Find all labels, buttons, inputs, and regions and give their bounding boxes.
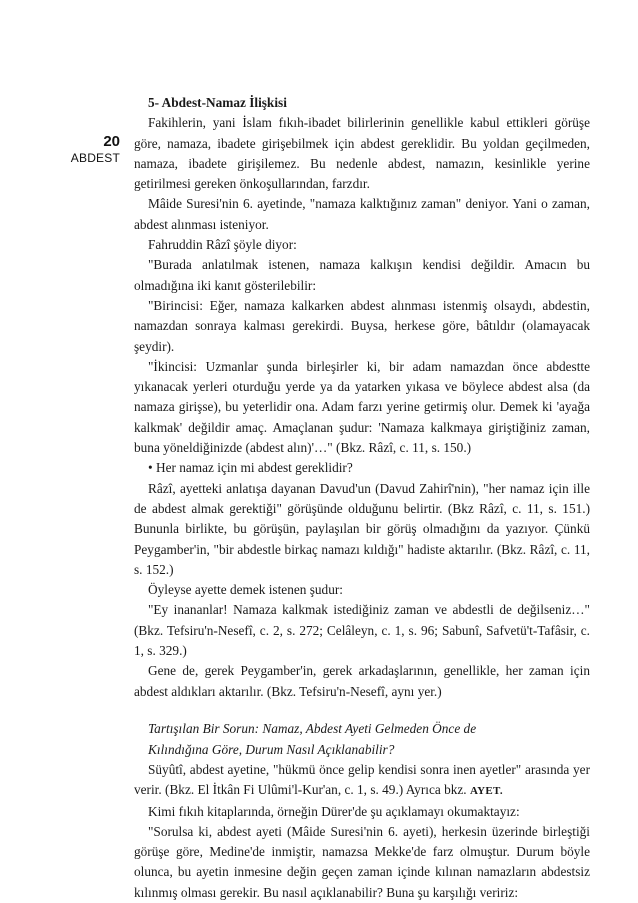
paragraph: Gene de, gerek Peygamber'in, gerek arkadaşlarının, genellikle, her zaman için abdest aldıkları aktarılır. (Bkz. Tefsiru'n-Nesefî, aynı yer.) xyxy=(134,663,590,699)
question-bullet: • Her namaz için mi abdest gereklidir? xyxy=(148,460,353,476)
paragraph: "Birincisi: Eğer, namaza kalkarken abdest alınması istenmiş olsaydı, abdestin, namazdan sonraya kalması gerekirdi. Buysa, herkese göre, bâtıldır (olamayacak şeydir). xyxy=(134,297,590,354)
section-title: 5- Abdest-Namaz İlişkisi xyxy=(148,95,287,110)
paragraph: Râzî, ayetteki anlatışa dayanan Davud'un (Davud Zahirî'nin), "her namaz için ille de abdest almak gerektiği" görüşünde olduğunu belirtir. (Bkz Râzî, c. 11, s. 151.) Bununla birlikte, bu görüşün, paylaşılan bir görüş olmadığını da yazıyor. Çünkü Peygamber'in, "bir abdestle birkaç namazı kıldığı" hadiste aktarılır. (Bkz. Râzî, c. 11, s. 152.) xyxy=(134,480,590,577)
cross-reference: AYET. xyxy=(469,785,503,798)
paragraph: "Burada anlatılmak istenen, namaza kalkışın kendisi değildir. Amacın bu olmadığına iki kanıt gösterilebilir: xyxy=(134,257,590,293)
subheading-line: Tartışılan Bir Sorun: Namaz, Abdest Ayeti Gelmeden Önce de xyxy=(148,720,477,736)
subheading xyxy=(148,718,590,760)
paragraph-text: Süyûtî, abdest ayetine, "hükmü önce gelip kendisi sonra inen ayetler" arasında yer verir. (Bkz. El İtkân Fi Ulûmi'l-Kur'an, c. 1, s. 49.) Ayrıca bkz. xyxy=(134,761,590,798)
page-number: 20 xyxy=(103,133,120,150)
paragraph: "İkincisi: Uzmanlar şunda birleşirler ki, bir adam namazdan önce abdestte yıkanacak yerleri oturduğu yerde ya da yatarken yıkasa ve böylece abdest alsa (da namaza girişse), bu yeterlidir ona. Adam farzı yerine getirmiş olur. Demek ki 'ayağa kalkmak' değildir amaç. Amaçlanan şudur: 'Namaza kalkmaya giriştiğiniz zaman, buna yöneldiğinizde (abdest alın)'…" (Bkz. Râzî, c. 11, s. 150.) xyxy=(134,358,590,456)
paragraph xyxy=(134,760,590,802)
paragraph: "Sorulsa ki, abdest ayeti (Mâide Suresi'nin 6. ayeti), herkesin üzerinde birleştiği görüşe göre, Medine'de inmiştir, namazsa Mekke'de farz olmuştur. Durum böyle olunca, bu ayetin inmesine değin geçen zaman içinde kılınan namazların abdestsiz kılınmış olması gerekir. Bu nasıl açıklanabilir? Buna şu karşılığı veririz: xyxy=(134,823,590,900)
paragraph: Mâide Suresi'nin 6. ayetinde, "namaza kalktığınız zaman" deniyor. Yani o zaman, abdest alınması isteniyor. xyxy=(134,196,590,232)
page-body xyxy=(134,93,590,903)
running-head: ABDEST xyxy=(70,151,120,165)
paragraph: Öyleyse ayette demek istenen şudur: xyxy=(148,582,343,598)
paragraph: Fahruddin Râzî şöyle diyor: xyxy=(148,237,297,253)
subheading-line: Kılındığına Göre, Durum Nasıl Açıklanabilir? xyxy=(148,741,395,757)
margin-note xyxy=(58,133,120,166)
paragraph: "Ey inananlar! Namaza kalkmak istediğiniz zaman ve abdestli de değilseniz…" (Bkz. Tefsiru'n-Nesefî, c. 2, s. 272; Celâleyn, c. 1, s. 96; Sabunî, Safvetü't-Tafâsir, c. 1, s. 329.) xyxy=(134,602,590,659)
paragraph: Fakihlerin, yani İslam fıkıh-ibadet bilirlerinin genellikle kabul ettikleri görüşe göre, namaza, ibadete girişebilmek için abdest gereklidir. Bu yoldan geçilmeden, namaza, ibadete girişilemez. Bu nedenle abdest, namazın, kesinlikle yerine getirilmesi gereken önkoşullarından, farzdır. xyxy=(134,115,590,192)
paragraph: Kimi fıkıh kitaplarında, örneğin Dürer'de şu açıklamayı okumaktayız: xyxy=(148,803,520,819)
